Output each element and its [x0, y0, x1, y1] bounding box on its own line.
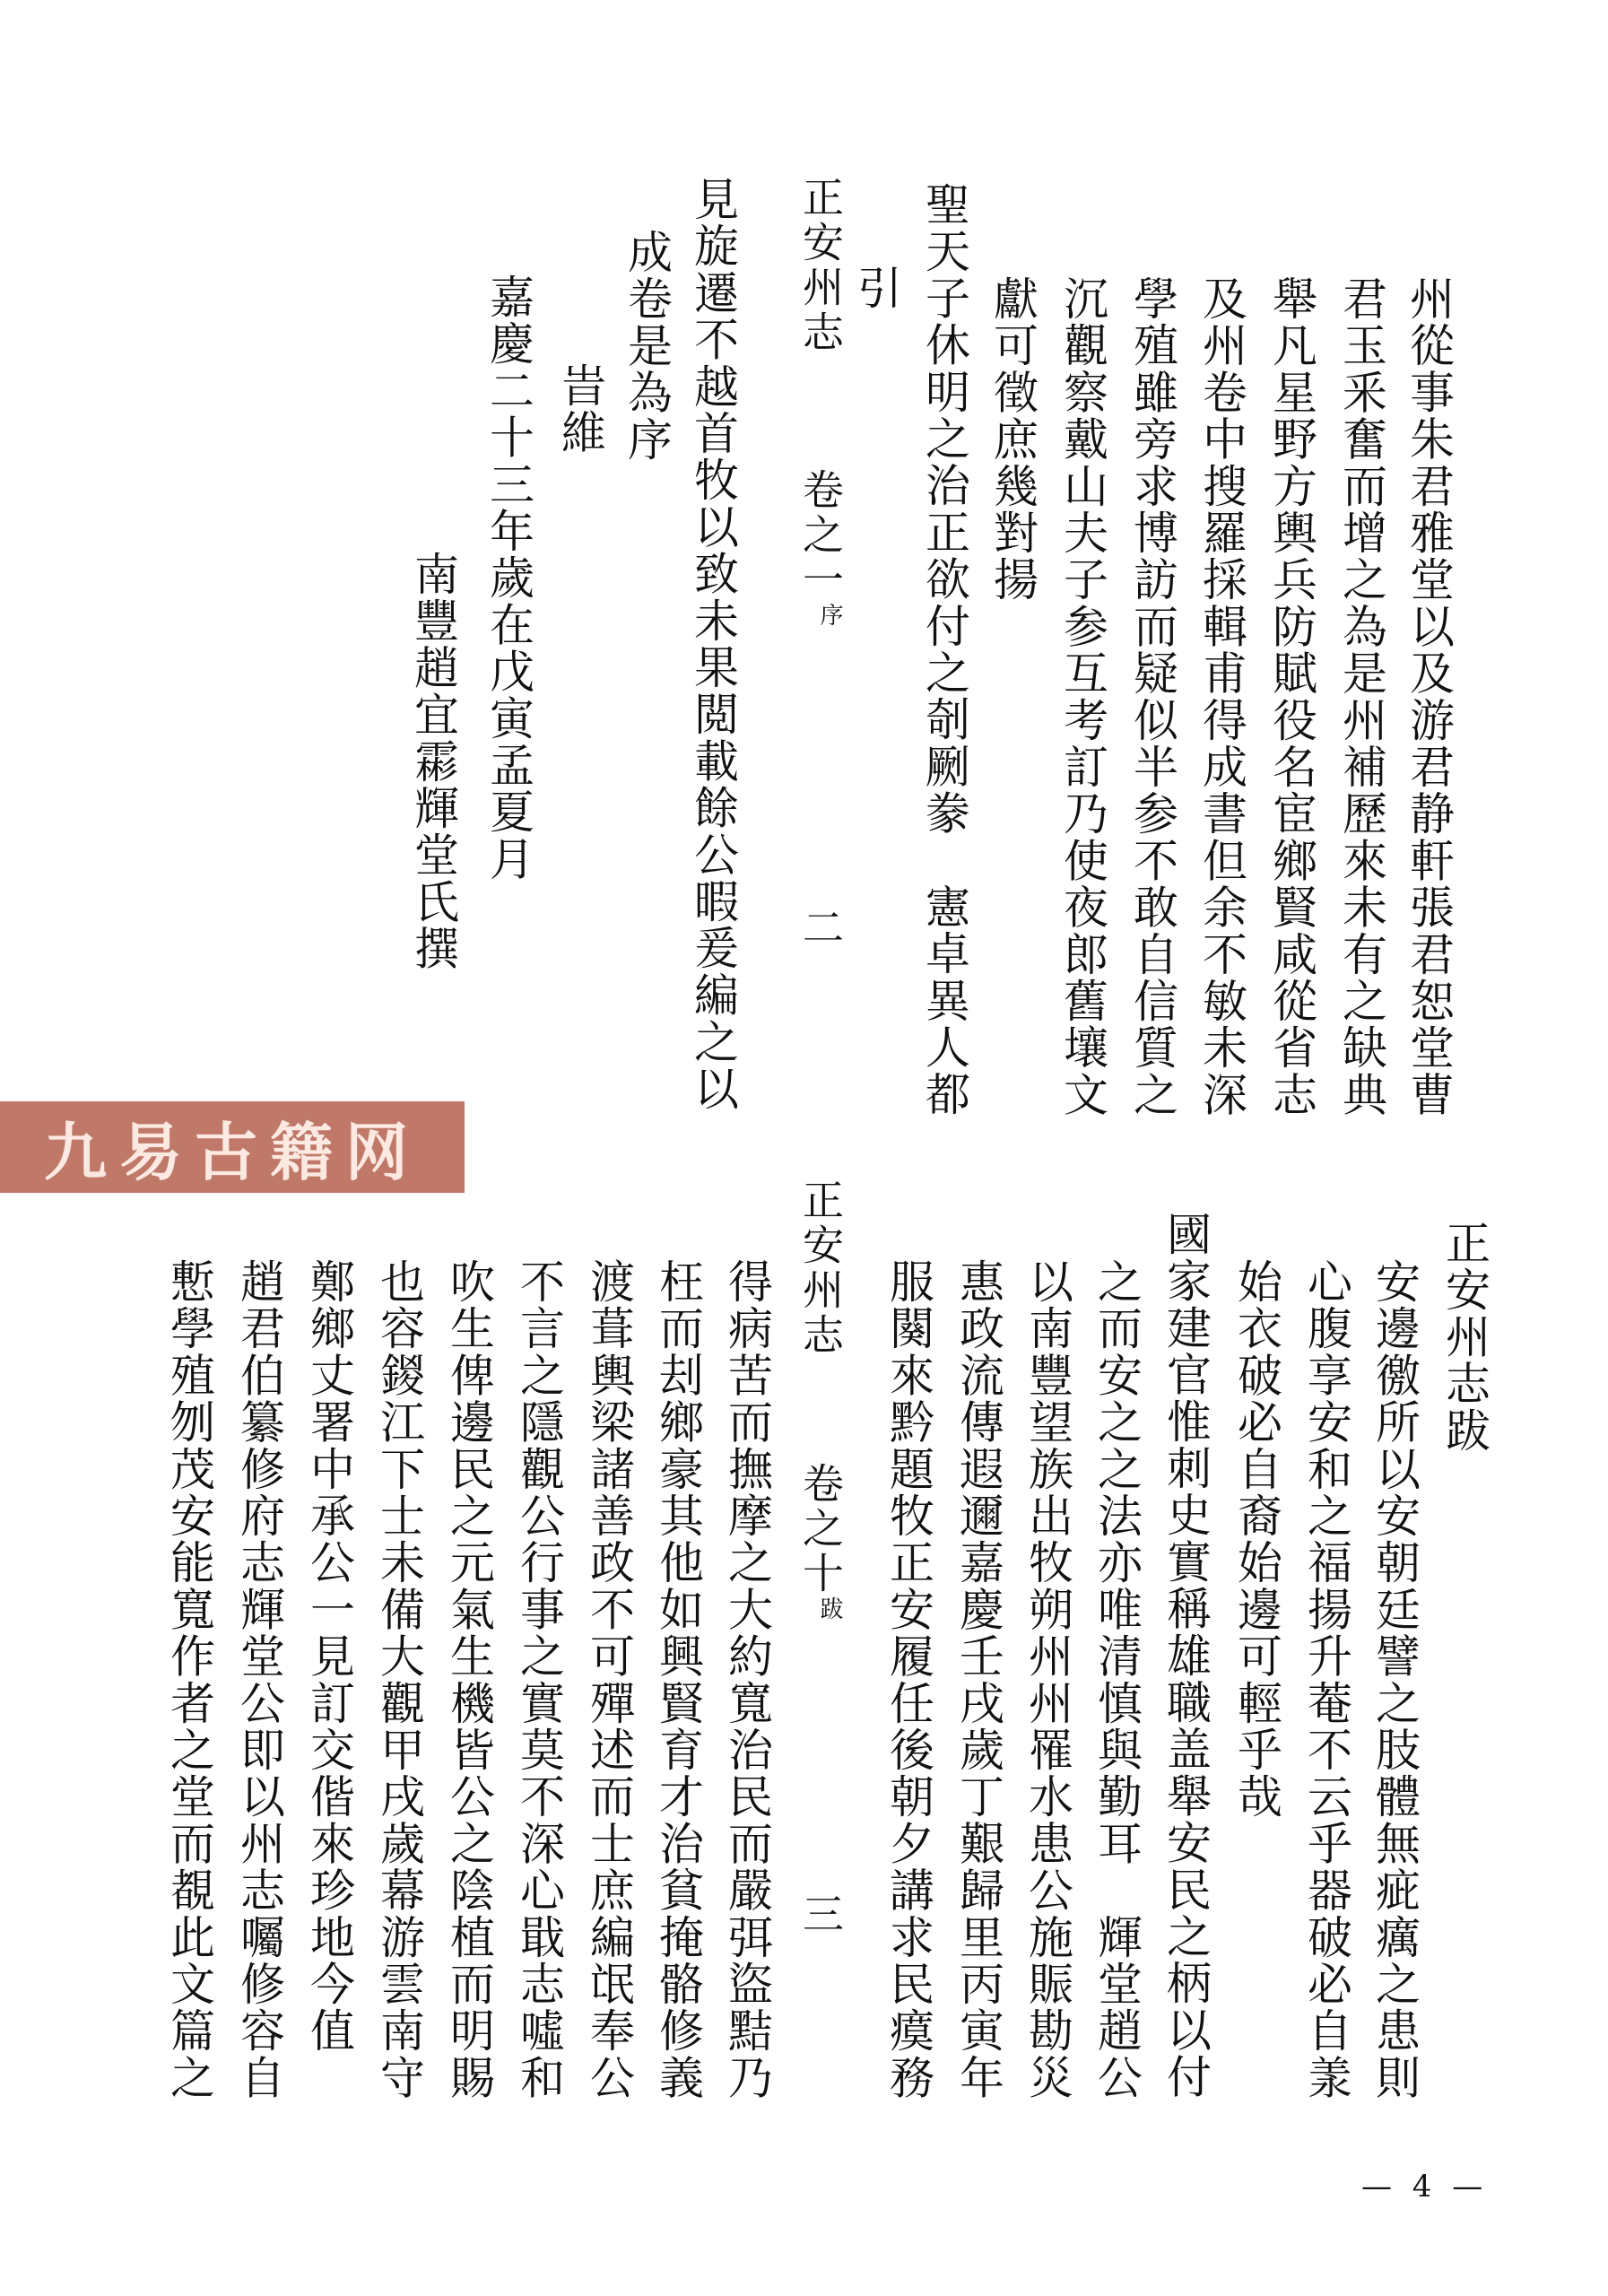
running-header-type: 序	[816, 603, 843, 629]
page-number: — 4 —	[1361, 2169, 1489, 2205]
text-column: 始衣破必自裔始邊可輕乎哉	[1230, 1258, 1282, 1821]
text-column: 聖天子休明之治正欲付之剞劂豢 憲卓異人都	[918, 181, 970, 1118]
watermark-banner	[0, 1101, 465, 1193]
text-column: 旹維	[554, 362, 606, 457]
text-column: 州從事朱君雅堂以及游君静軒張君恕堂曹	[1403, 275, 1455, 1118]
text-column: 引	[850, 265, 902, 312]
text-column: 鄭鄉丈署中承公一見訂交偕來珍地今值	[303, 1258, 355, 2055]
text-column: 君玉釆奮而增之為是州補歷來未有之缺典	[1335, 275, 1387, 1118]
text-column: 渡葺輿梁諸善政不可殫述而士庶編氓奉公	[583, 1258, 635, 2101]
running-header-juan: 卷之一	[796, 468, 845, 603]
section-title: 正安州志跋	[1439, 1220, 1491, 1454]
date-line: 嘉慶二十三年歲在戊寅孟夏月	[482, 274, 535, 883]
text-column: 安邊徼所以安朝廷譬之肢體無疵癘之患則	[1369, 1258, 1421, 2101]
text-column: 服闋來黔題牧正安履任後朝夕講求民瘼務	[882, 1258, 934, 2101]
text-column: 心腹享安和之福揚升菴不云乎器破必自羕	[1300, 1258, 1352, 2101]
running-header-title: 正安州志	[796, 176, 845, 355]
running-header-page: 二	[796, 906, 845, 951]
text-column: 也容鍐江下士未備大觀甲戌歲幕游雲南守	[373, 1258, 425, 2101]
text-column: 惠政流傳遐邇嘉慶壬戌歲丁艱歸里丙寅年	[952, 1258, 1004, 2101]
text-column: 以南豐望族出牧朔州州罹水患公施賑勘災	[1021, 1258, 1073, 2101]
text-column: 見旋遷不越首牧以致未果閲載餘公暇爰編之以	[687, 176, 739, 1112]
text-column: 之而安之之法亦唯清慎與勤耳 輝堂趙公	[1091, 1258, 1143, 2101]
text-column: 慙學殖刎茂安能寬作者之堂而覩此文篇之	[163, 1258, 215, 2101]
running-header-juan: 卷之十	[796, 1462, 845, 1596]
text-column: 成卷是為序	[621, 229, 673, 463]
running-header-type: 跋	[816, 1596, 843, 1622]
text-column: 不言之隱觀公行事之實莫不深心戢志噓和	[513, 1258, 565, 2101]
text-column: 及州卷中搜羅採輯甫得成書但余不敏未深	[1195, 275, 1247, 1118]
text-column: 枉而刦鄉豪其他如興賢育才治貧掩骼修義	[652, 1258, 704, 2101]
text-column: 吹生俾邊民之元氣生機皆公之陰植而明賜	[443, 1258, 495, 2101]
text-column: 學殖雖旁求博訪而疑似半参不敢自信質之	[1126, 275, 1178, 1118]
text-column: 得病苦而撫摩之大約寬治民而嚴弭盜黠乃	[721, 1258, 773, 2101]
text-column: 獻可徵庶幾對揚	[987, 275, 1039, 604]
watermark-text: 九易古籍网	[44, 1115, 421, 1189]
text-column: 趙君伯纂修府志輝堂公即以州志囑修容自	[233, 1258, 285, 2101]
text-column: 沉觀察戴山夫子参互考訂乃使夜郎舊壤文	[1056, 275, 1108, 1118]
running-header-title: 正安州志	[796, 1178, 845, 1358]
text-column: 舉凡星野方輿兵防賦役名宦鄉賢咸從省志	[1265, 275, 1317, 1118]
text-column: 國家建官惟刺史實稱雄職盖舉安民之柄以付	[1160, 1211, 1212, 2100]
running-header-page: 三	[796, 1892, 845, 1937]
author-signature: 南豐趙宜霦輝堂氏撰	[407, 551, 459, 972]
